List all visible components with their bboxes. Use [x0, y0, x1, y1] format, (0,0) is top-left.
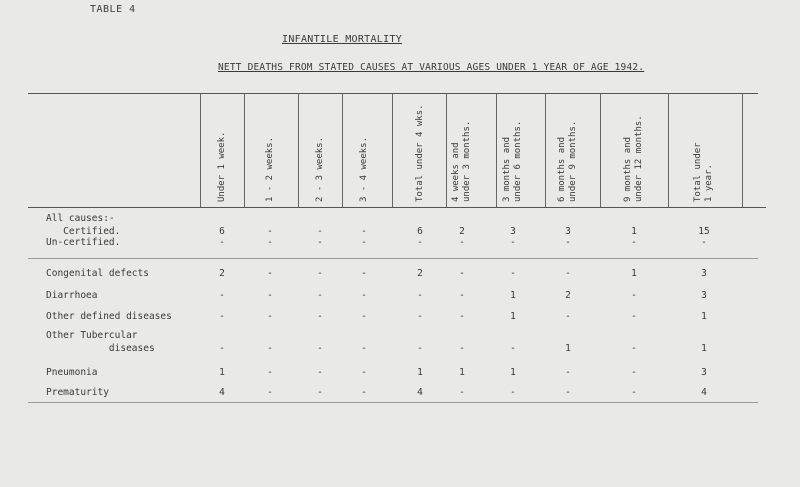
- table-cell: 2: [219, 268, 225, 279]
- table-cell: -: [631, 290, 637, 301]
- column-divider: [446, 94, 447, 207]
- row-label: Other Tubercular: [46, 330, 138, 341]
- table-cell: 1: [510, 290, 516, 301]
- column-header-line: Total under: [693, 142, 703, 202]
- table-cell: 15: [698, 226, 710, 237]
- column-divider: [392, 94, 393, 207]
- table-cell: 4: [219, 387, 225, 398]
- table-cell: 3: [701, 367, 707, 378]
- table-cell: -: [361, 237, 367, 248]
- column-header: [415, 104, 426, 202]
- table-cell: -: [219, 237, 225, 248]
- table-cell: -: [417, 343, 423, 354]
- column-divider: [545, 94, 546, 207]
- table-cell: -: [219, 290, 225, 301]
- table-cell: 1: [417, 367, 423, 378]
- table-cell: 2: [417, 268, 423, 279]
- row-label: Diarrhoea: [46, 290, 98, 301]
- row-label: Other defined diseases: [46, 311, 172, 322]
- column-header: [359, 137, 370, 202]
- table-cell: 1: [631, 268, 637, 279]
- header-rule: [28, 207, 766, 208]
- row-label: Pneumonia: [46, 367, 98, 378]
- column-header: [265, 137, 276, 202]
- table-cell: -: [631, 343, 637, 354]
- column-header: [502, 121, 524, 202]
- table-cell: -: [317, 343, 323, 354]
- table-cell: 4: [417, 387, 423, 398]
- table-cell: -: [459, 311, 465, 322]
- table-cell: 3: [565, 226, 571, 237]
- column-header: [693, 142, 715, 202]
- table-cell: -: [317, 226, 323, 237]
- table-cell: -: [565, 367, 571, 378]
- column-divider: [600, 94, 601, 207]
- table-cell: 1: [510, 311, 516, 322]
- table-cell: -: [267, 226, 273, 237]
- table-cell: -: [510, 343, 516, 354]
- bottom-rule: [28, 402, 758, 403]
- table-cell: -: [361, 343, 367, 354]
- table-cell: -: [267, 367, 273, 378]
- table-cell: 4: [701, 387, 707, 398]
- table-cell: -: [361, 367, 367, 378]
- row-label: Certified.: [46, 226, 121, 237]
- table-cell: 3: [701, 268, 707, 279]
- table-cell: -: [317, 367, 323, 378]
- table-cell: -: [565, 268, 571, 279]
- column-header-line: 2 - 3 weeks.: [314, 136, 325, 202]
- table-cell: 6: [417, 226, 423, 237]
- table-cell: -: [361, 387, 367, 398]
- table-cell: 1: [701, 311, 707, 322]
- column-header: [217, 132, 228, 202]
- table-cell: -: [631, 367, 637, 378]
- table-cell: -: [317, 237, 323, 248]
- table-cell: 1: [459, 367, 465, 378]
- table-cell: -: [459, 268, 465, 279]
- table-cell: -: [267, 290, 273, 301]
- table-label: TABLE 4: [90, 4, 136, 15]
- column-divider: [298, 94, 299, 207]
- table-cell: -: [631, 237, 637, 248]
- table-cell: 1: [565, 343, 571, 354]
- column-header-line: 9 months and: [623, 136, 633, 202]
- column-divider: [200, 94, 201, 207]
- table-cell: -: [417, 237, 423, 248]
- table-cell: -: [459, 290, 465, 301]
- table-cell: -: [361, 226, 367, 237]
- table-cell: -: [267, 268, 273, 279]
- table-cell: -: [267, 387, 273, 398]
- table-cell: -: [631, 387, 637, 398]
- column-header-line: Total under 4 wks.: [414, 104, 425, 202]
- column-divider: [668, 94, 669, 207]
- column-header-line: under 6 months.: [513, 120, 523, 202]
- section-rule-1: [28, 258, 758, 259]
- table-cell: -: [361, 311, 367, 322]
- table-subtitle: NETT DEATHS FROM STATED CAUSES AT VARIOUS AGES UNDER 1 YEAR OF AGE 1942.: [218, 62, 645, 73]
- table-cell: 2: [565, 290, 571, 301]
- table-cell: 3: [701, 290, 707, 301]
- table-cell: -: [219, 343, 225, 354]
- table-cell: 1: [219, 367, 225, 378]
- column-header-line: under 9 months.: [568, 120, 578, 202]
- column-header-line: 6 months and: [557, 136, 567, 202]
- table-cell: 1: [701, 343, 707, 354]
- table-cell: 1: [510, 367, 516, 378]
- table-cell: -: [459, 343, 465, 354]
- table-cell: 2: [459, 226, 465, 237]
- column-header-line: 1 - 2 weeks.: [264, 136, 275, 202]
- table-cell: -: [510, 237, 516, 248]
- table-cell: -: [267, 237, 273, 248]
- table-cell: -: [361, 268, 367, 279]
- table-cell: -: [701, 237, 707, 248]
- row-label: All causes:-: [46, 213, 115, 224]
- table-cell: -: [417, 290, 423, 301]
- column-header-line: 1 year.: [704, 164, 714, 202]
- row-label: Prematurity: [46, 387, 109, 398]
- column-header: [557, 121, 579, 202]
- table-cell: -: [317, 387, 323, 398]
- table-cell: -: [459, 387, 465, 398]
- row-label: diseases: [46, 343, 155, 354]
- column-header: [623, 115, 645, 202]
- column-header-line: 4 weeks and: [451, 142, 461, 202]
- table-cell: -: [459, 237, 465, 248]
- table-cell: -: [219, 311, 225, 322]
- table-cell: 1: [631, 226, 637, 237]
- column-divider: [244, 94, 245, 207]
- table-cell: -: [267, 311, 273, 322]
- table-cell: -: [317, 268, 323, 279]
- table-cell: 6: [219, 226, 225, 237]
- table-cell: -: [565, 237, 571, 248]
- table-cell: -: [317, 311, 323, 322]
- row-label: Congenital defects: [46, 268, 149, 279]
- column-header-line: under 12 months.: [634, 115, 644, 202]
- column-header: [451, 121, 473, 202]
- table-cell: -: [565, 311, 571, 322]
- column-header-line: Under 1 week.: [216, 131, 227, 202]
- top-rule: [28, 93, 758, 94]
- table-cell: 3: [510, 226, 516, 237]
- column-header-line: under 3 months.: [462, 120, 472, 202]
- column-divider: [496, 94, 497, 207]
- table-cell: -: [267, 343, 273, 354]
- table-cell: -: [361, 290, 367, 301]
- table-cell: -: [317, 290, 323, 301]
- column-header: [315, 137, 326, 202]
- table-cell: -: [417, 311, 423, 322]
- table-cell: -: [510, 268, 516, 279]
- row-label: Un-certified.: [46, 237, 121, 248]
- column-divider: [342, 94, 343, 207]
- table-cell: -: [565, 387, 571, 398]
- column-header-line: 3 - 4 weeks.: [358, 136, 369, 202]
- table-title: INFANTILE MORTALITY: [282, 34, 403, 45]
- column-header-line: 3 months and: [502, 136, 512, 202]
- column-divider: [742, 94, 743, 207]
- table-cell: -: [510, 387, 516, 398]
- table-cell: -: [631, 311, 637, 322]
